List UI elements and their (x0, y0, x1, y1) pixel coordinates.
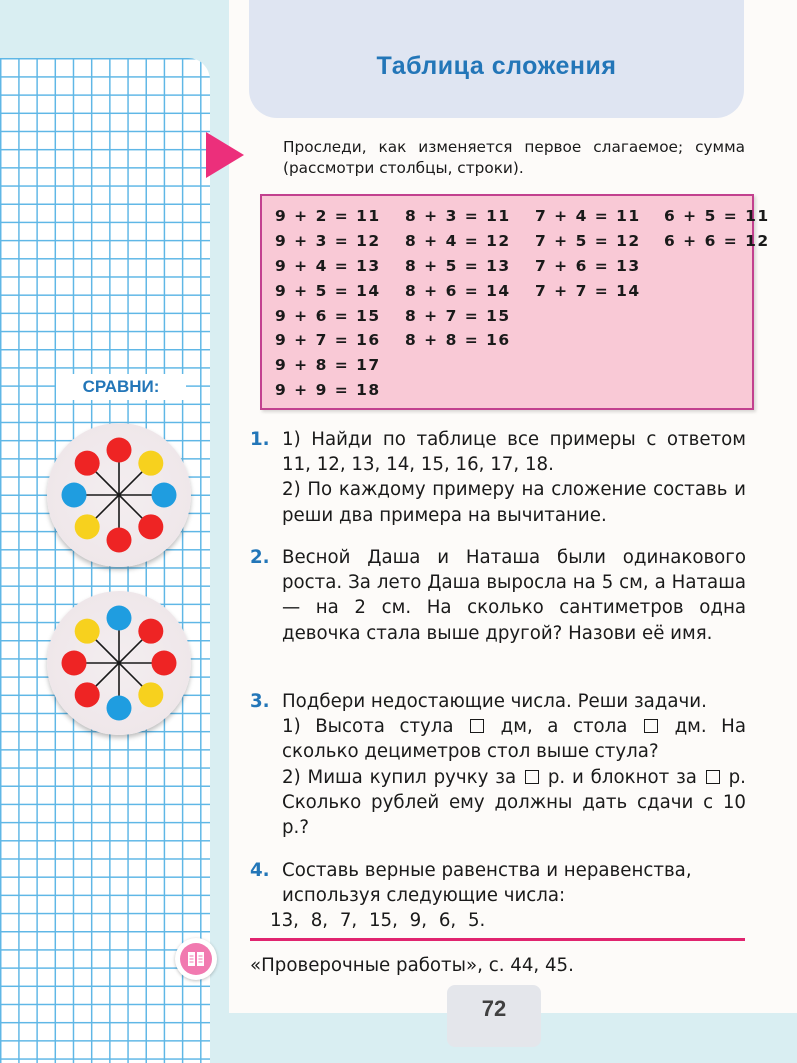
pointer-triangle-icon (206, 132, 244, 178)
blank-box (644, 719, 658, 733)
table-cell: 9 + 6 = 15 (275, 306, 381, 325)
task-text: 1) Найди по таблице все примеры с ответом 11, 12, 13, 14, 15, 16, 17, 18. (282, 429, 746, 476)
table-cell: 9 + 4 = 13 (275, 256, 381, 275)
text-part: дм, а стола (500, 716, 628, 738)
blank-box (706, 770, 720, 784)
text-part: дм. На сколько дециметров стол выше стула? (282, 716, 746, 763)
table-column-9 (275, 204, 381, 403)
table-column-7 (535, 204, 641, 304)
text-part: р. и блокнот за (547, 766, 697, 788)
table-cell: 8 + 3 = 11 (405, 207, 511, 225)
task-text: Подбери недостающие числа. Реши задачи. (282, 691, 707, 712)
yellow-dot (75, 619, 100, 644)
intro-text: Проследи, как изменяется первое слагаемое; сумма (рассмотри столбцы, строки). (283, 138, 745, 177)
page-number: 72 (481, 996, 507, 1021)
table-cell: 8 + 7 = 15 (405, 306, 511, 325)
open-book-icon (180, 943, 212, 975)
task-2 (250, 545, 746, 646)
table-cell: 9 + 3 = 12 (275, 231, 381, 250)
red-dot (152, 651, 177, 676)
blank-box (525, 770, 539, 784)
table-cell: 8 + 8 = 16 (405, 331, 511, 350)
table-cell: 9 + 9 = 18 (275, 381, 381, 400)
compare-label: СРАВНИ: (56, 374, 186, 400)
table-cell: 8 + 5 = 13 (405, 256, 511, 275)
blue-dot (107, 606, 132, 631)
task-number: 2. (250, 547, 270, 568)
number-list: 13, 8, 7, 15, 9, 6, 5. (270, 910, 486, 932)
table-cell: 9 + 7 = 16 (275, 331, 381, 350)
table-cell: 7 + 4 = 11 (535, 207, 641, 225)
divider-line (250, 938, 745, 941)
red-dot (138, 514, 163, 539)
workbook-icon-bg (180, 943, 212, 975)
task-text-with-blanks (282, 765, 746, 841)
table-cell: 8 + 6 = 14 (405, 281, 511, 300)
table-cell: 9 + 5 = 14 (275, 281, 381, 300)
red-dot (107, 528, 132, 553)
task-4 (250, 858, 746, 934)
dot-pattern (47, 591, 191, 735)
table-column-8 (405, 204, 511, 353)
red-dot (62, 651, 87, 676)
table-cell: 7 + 6 = 13 (535, 256, 641, 275)
addition-table (260, 194, 770, 410)
red-dot (75, 682, 100, 707)
table-cell: 7 + 7 = 14 (535, 281, 641, 300)
text-part: 2) Миша купил ручку за (282, 766, 517, 788)
table-cell: 7 + 5 = 12 (535, 231, 641, 250)
pattern-disc-2 (47, 591, 191, 735)
table-column-6 (664, 204, 770, 254)
text-part: 1) Высота стула (282, 716, 454, 738)
text-part: р. Сколько рублей ему должны дать сдачи с 10 р.? (282, 766, 746, 839)
yellow-dot (138, 682, 163, 707)
task-3 (250, 689, 746, 840)
task-text: Составь верные равенства и неравенства, используя следующие числа: (282, 860, 692, 907)
blue-dot (152, 483, 177, 508)
task-number: 3. (250, 691, 270, 712)
dot-pattern (47, 423, 191, 567)
table-cell: 8 + 4 = 12 (405, 231, 511, 250)
blue-dot (62, 483, 87, 508)
red-dot (107, 438, 132, 463)
task-number: 4. (250, 860, 270, 881)
table-cell: 9 + 2 = 11 (275, 207, 381, 225)
table-cell: 6 + 6 = 12 (664, 231, 770, 250)
red-dot (75, 451, 100, 476)
red-dot (138, 619, 163, 644)
task-1 (250, 427, 746, 528)
workbook-icon (175, 938, 217, 980)
task-text: Весной Даша и Наташа были одинакового роста. За лето Даша выросла на 5 см, а Наташа — на 2 см. На сколько сантиметров одна девочка стала выше другой? Назови её имя. (282, 547, 746, 644)
task-number: 1. (250, 429, 270, 450)
pattern-disc-1 (47, 423, 191, 567)
yellow-dot (138, 451, 163, 476)
yellow-dot (75, 514, 100, 539)
task-text-with-blanks (282, 714, 746, 764)
blue-dot (107, 696, 132, 721)
reference-note: «Проверочные работы», с. 44, 45. (250, 955, 574, 976)
blank-box (470, 719, 484, 733)
table-cell: 9 + 8 = 17 (275, 356, 381, 375)
task-text: 2) По каждому примеру на сложение составь и реши два примера на вычитание. (282, 479, 746, 526)
page-title: Таблица сложения (376, 52, 617, 80)
table-cell: 6 + 5 = 11 (664, 207, 770, 225)
